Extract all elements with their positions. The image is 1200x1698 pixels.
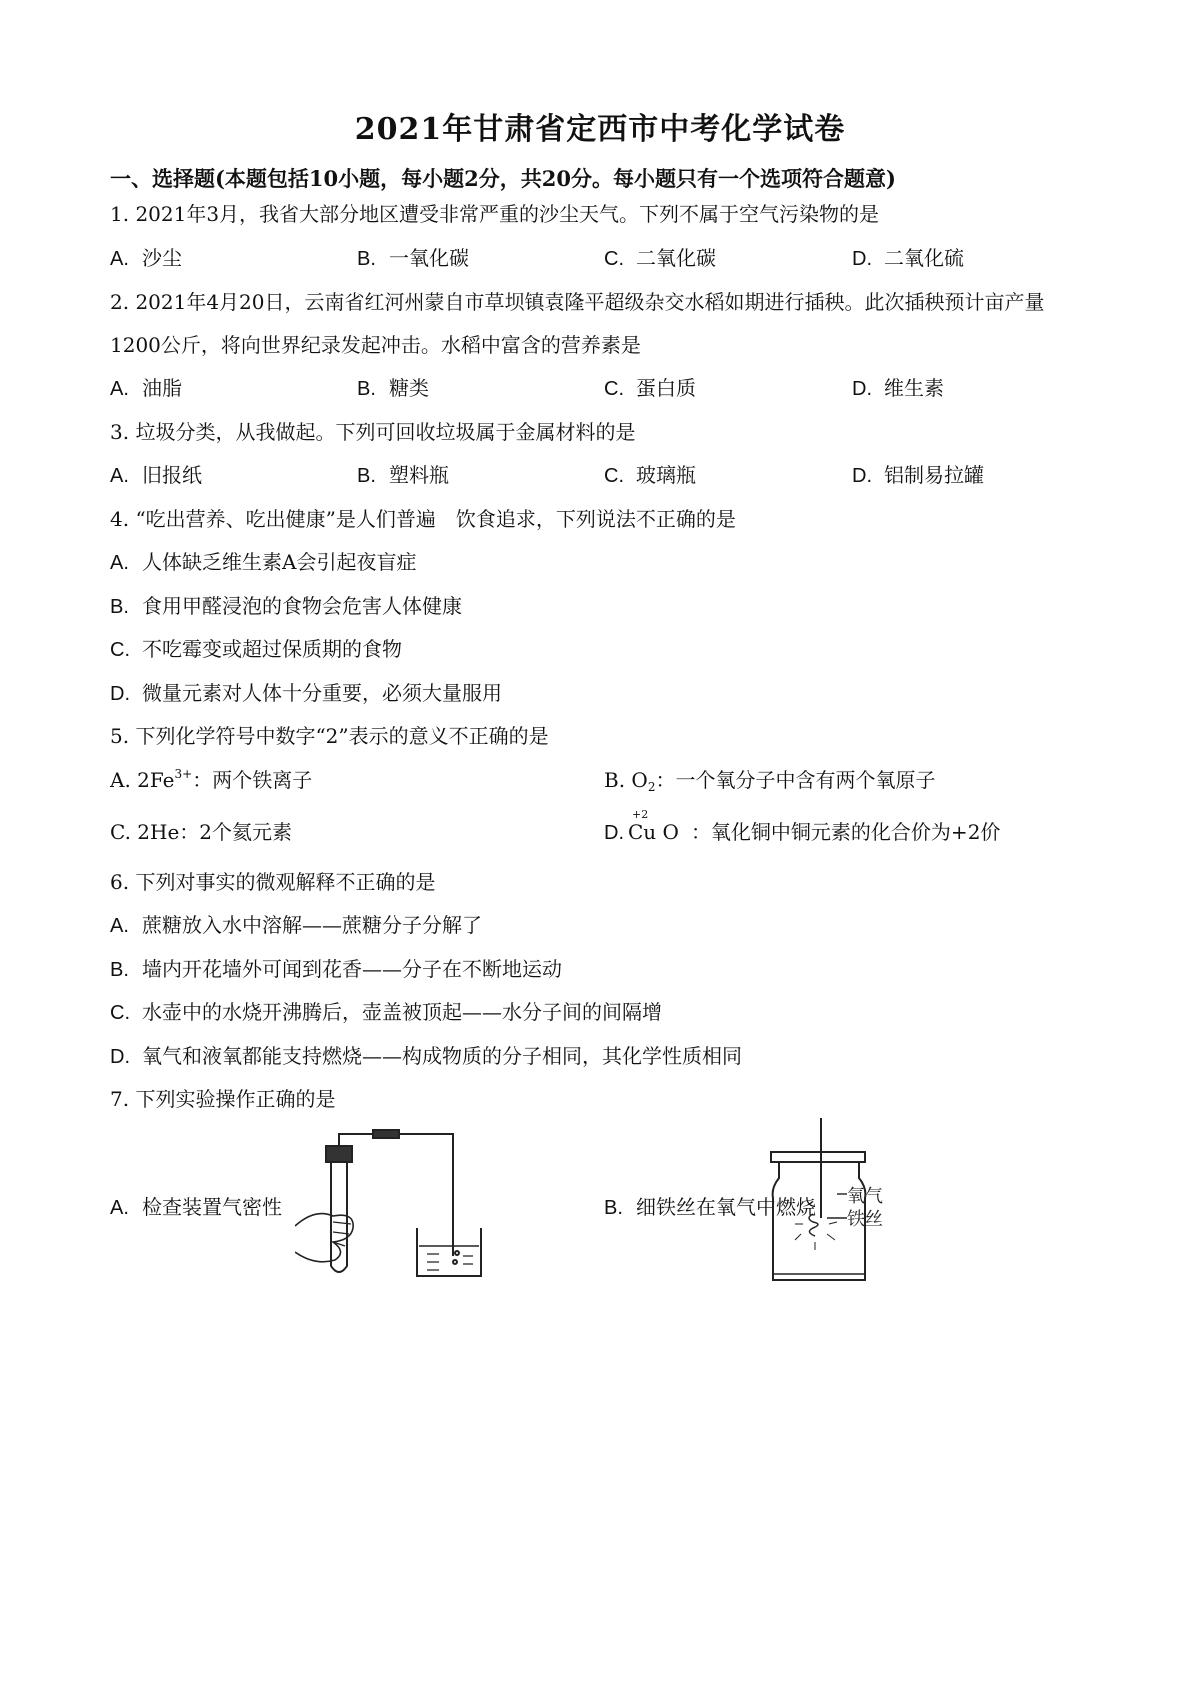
q1-option-d [852, 242, 964, 271]
option-text: 微量元素对人体十分重要，必须大量服用 [142, 681, 502, 705]
option-text: 细铁丝在氧气中燃烧 [636, 1195, 816, 1219]
q2-stem-line2: 1200公斤，将向世界纪录发起冲击。水稻中富含的营养素是 [110, 333, 641, 357]
bottle-lid [771, 1152, 865, 1162]
option-key: C. [604, 465, 624, 487]
option-key: D. [110, 683, 130, 705]
option-key: C. [110, 639, 130, 661]
q7-stem: 7. 下列实验操作正确的是 [110, 1087, 336, 1111]
q4-option-d [110, 677, 502, 706]
q6-option-b [110, 953, 562, 982]
label-oxygen: 氧气 [847, 1186, 883, 1207]
q7-option-a [110, 1191, 282, 1220]
option-key: A. [110, 1197, 129, 1219]
q1-stem: 1. 2021年3月，我省大部分地区遭受非常严重的沙尘天气。下列不属于空气污染物的是 [110, 202, 880, 226]
option-text: 二氧化硫 [884, 246, 964, 270]
q2-stem-line1: 2. 2021年4月20日，云南省红河州蒙自市草坝镇袁隆平超级杂交水稻如期进行插秧。此次插秧预计亩产量 [110, 290, 1045, 314]
q3-option-c [604, 459, 696, 488]
q4-option-c [110, 633, 402, 662]
q2-option-d [852, 372, 944, 401]
option-text: ：一个氧分子中含有两个氧原子 [655, 768, 936, 792]
beaker [417, 1228, 481, 1276]
q4-option-a [110, 546, 416, 575]
option-text: 沙尘 [142, 246, 182, 270]
option-text: 不吃霉变或超过保质期的食物 [142, 637, 402, 661]
option-text: 二氧化碳 [636, 246, 716, 270]
q1-option-c [604, 242, 716, 271]
option-key: B. [357, 378, 376, 400]
iron-wire-combustion-figure [765, 1118, 895, 1288]
q6-option-c [110, 996, 662, 1025]
option-key: D. [852, 248, 872, 270]
subscript: 2 [647, 780, 656, 794]
exam-title: 2021年甘肃省定西市中考化学试卷 [354, 112, 846, 147]
option-text: 旧报纸 [142, 463, 202, 487]
q1-option-a [110, 242, 182, 271]
option-text: ：两个铁离子 [192, 768, 313, 792]
option-key: C. [604, 248, 624, 270]
q3-stem: 3. 垃圾分类，从我做起。下列可回收垃圾属于金属材料的是 [110, 420, 636, 444]
option-key: A. [110, 378, 129, 400]
option-key: A. [110, 248, 129, 270]
option-key: D. [852, 465, 872, 487]
finger-lines [333, 1222, 351, 1246]
option-text: 检查装置气密性 [142, 1195, 282, 1219]
airtightness-apparatus-figure [295, 1128, 495, 1283]
option-key: C. [110, 1002, 130, 1024]
option-text: 油脂 [142, 376, 182, 400]
option-key: A. [110, 915, 129, 937]
connecting-tube [339, 1134, 453, 1256]
q6-stem: 6. 下列对事实的微观解释不正确的是 [110, 870, 436, 894]
option-text: 一氧化碳 [389, 246, 469, 270]
bubble [453, 1260, 457, 1264]
test-tube [331, 1156, 347, 1272]
q2-option-b [357, 372, 429, 401]
q5-stem: 5. 下列化学符号中数字“2”表示的意义不正确的是 [110, 724, 549, 748]
bubble [455, 1251, 459, 1255]
q5-option-d [604, 808, 1001, 845]
option-text: ：氧化铜中铜元素的化合价为+2价 [690, 820, 1001, 844]
ion-charge: 3+ [174, 767, 193, 781]
q5-option-a [110, 764, 312, 793]
q2-option-c [604, 372, 696, 401]
valence-charge: +2 [632, 808, 649, 821]
q2-option-a [110, 372, 182, 401]
option-key: D. [604, 822, 624, 844]
option-key: B. [110, 959, 129, 981]
q6-option-d [110, 1040, 742, 1069]
option-key: D. [110, 1046, 130, 1068]
option-key: D. [852, 378, 872, 400]
option-key: A. [110, 552, 129, 574]
option-key: B. [357, 248, 376, 270]
formula-text: Cu O [628, 820, 679, 844]
option-text: 玻璃瓶 [636, 463, 696, 487]
q4-stem: 4. “吃出营养、吃出健康”是人们普遍 饮食追求，下列说法不正确的是 [110, 507, 736, 531]
formula-text: B. O [604, 768, 648, 792]
q3-option-d [852, 459, 984, 488]
q1-option-b [357, 242, 469, 271]
option-text: 蛋白质 [636, 376, 696, 400]
q5-option-c: C. 2He：2个氦元素 [110, 820, 293, 844]
formula-text: A. 2Fe [110, 768, 175, 792]
hand-drawing [295, 1214, 353, 1262]
rubber-joint [373, 1130, 399, 1138]
option-text: 铝制易拉罐 [884, 463, 984, 487]
q5-option-b [604, 764, 935, 794]
option-text: 氧气和液氧都能支持燃烧——构成物质的分子相同，其化学性质相同 [142, 1044, 742, 1068]
iron-coil [809, 1214, 818, 1236]
q3-option-b [357, 459, 449, 488]
option-key: B. [604, 1197, 623, 1219]
option-text: 维生素 [884, 376, 944, 400]
q3-option-a [110, 459, 202, 488]
option-text: 塑料瓶 [389, 463, 449, 487]
option-key: A. [110, 465, 129, 487]
rubber-stopper [326, 1146, 352, 1162]
valence-formula [628, 808, 679, 844]
option-text: 食用甲醛浸泡的食物会危害人体健康 [142, 594, 462, 618]
option-text: 蔗糖放入水中溶解——蔗糖分子分解了 [142, 913, 482, 937]
q4-option-b [110, 590, 462, 619]
option-key: C. [604, 378, 624, 400]
label-iron-wire: 铁丝 [847, 1209, 883, 1230]
option-key: B. [110, 596, 129, 618]
option-text: 墙内开花墙外可闻到花香——分子在不断地运动 [142, 957, 562, 981]
q6-option-a [110, 909, 482, 938]
option-text: 糖类 [389, 376, 429, 400]
option-text: 水壶中的水烧开沸腾后，壶盖被顶起——水分子间的间隔增 [142, 1000, 662, 1024]
option-text: 人体缺乏维生素A会引起夜盲症 [142, 550, 417, 574]
water-marks [427, 1254, 473, 1270]
section-heading: 一、选择题(本题包括10小题，每小题2分，共20分。每小题只有一个选项符合题意) [110, 166, 896, 191]
option-key: B. [357, 465, 376, 487]
